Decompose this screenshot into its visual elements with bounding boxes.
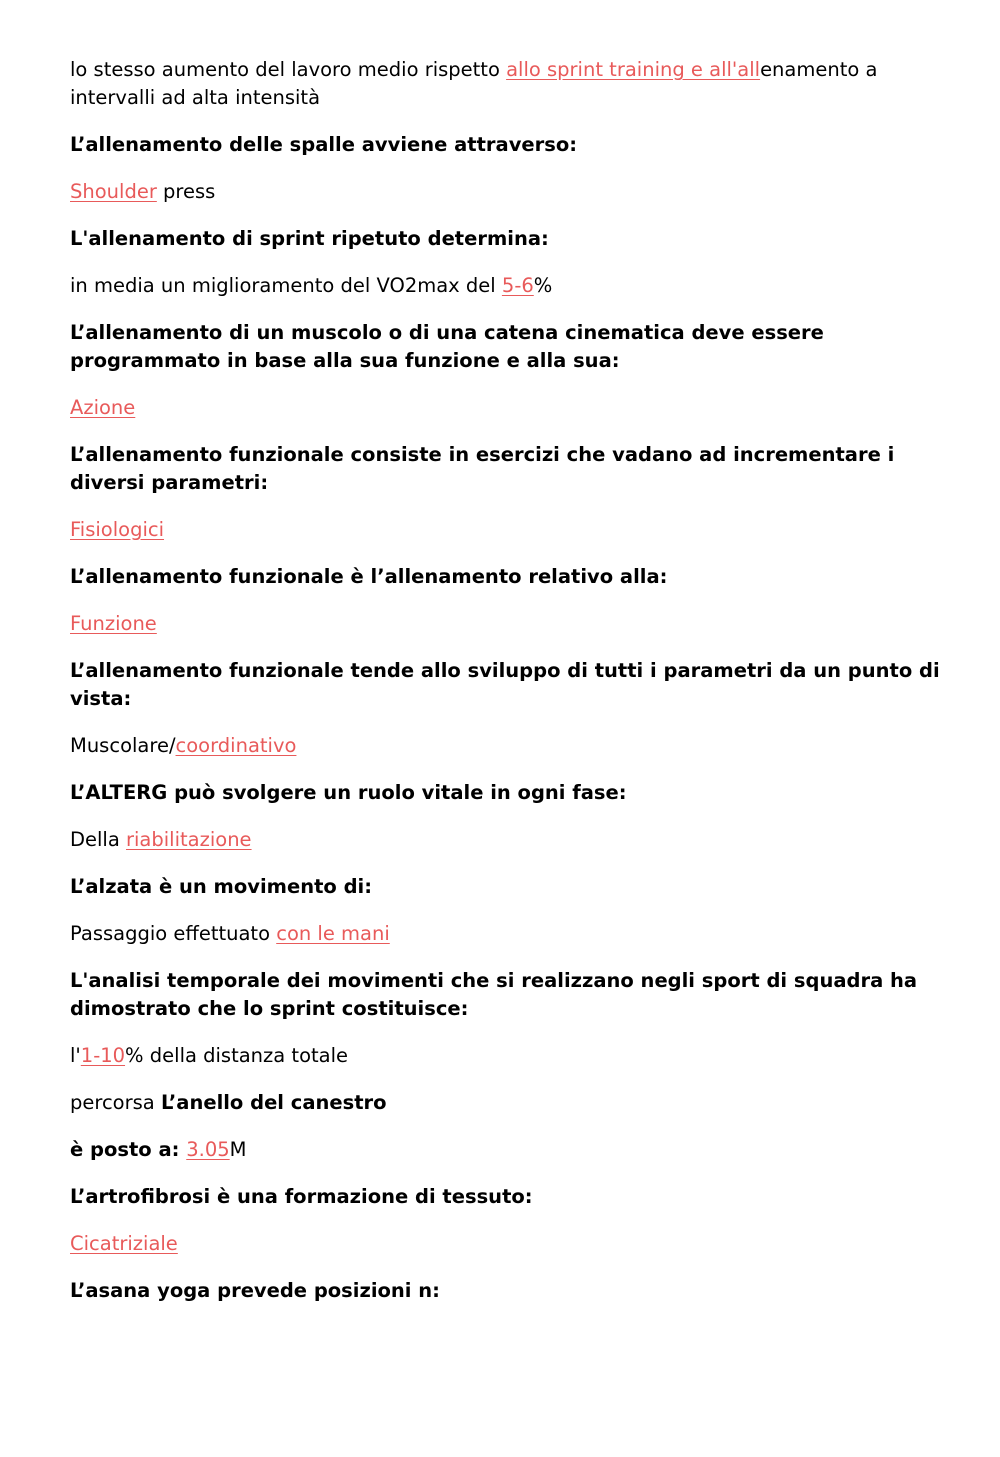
text-run: L’anello del canestro bbox=[160, 1091, 387, 1114]
answer-text bbox=[70, 610, 940, 638]
question-text bbox=[70, 441, 940, 497]
highlighted-answer: con le mani bbox=[276, 922, 390, 945]
text-run: in media un miglioramento del VO2max del bbox=[70, 274, 502, 297]
text-run: Muscolare/ bbox=[70, 734, 176, 757]
answer-text bbox=[70, 178, 940, 206]
text-run: L'allenamento di sprint ripetuto determina: bbox=[70, 227, 549, 250]
answer-text bbox=[70, 1230, 940, 1258]
text-run: l' bbox=[70, 1044, 81, 1067]
text-run: L’asana yoga prevede posizioni n: bbox=[70, 1279, 440, 1302]
question-text bbox=[70, 131, 940, 159]
text-run: press bbox=[156, 180, 216, 203]
answer-text bbox=[70, 1089, 940, 1117]
highlighted-answer: Azione bbox=[70, 396, 136, 419]
text-run: L’allenamento delle spalle avviene attraverso: bbox=[70, 133, 578, 156]
highlighted-answer: Funzione bbox=[70, 612, 157, 635]
answer-text bbox=[70, 1042, 940, 1070]
text-run: L’alzata è un movimento di: bbox=[70, 875, 373, 898]
highlighted-answer: Cicatriziale bbox=[70, 1232, 178, 1255]
answer-text bbox=[70, 394, 940, 422]
text-run: L’ALTERG può svolgere un ruolo vitale in ogni fase: bbox=[70, 781, 627, 804]
highlighted-answer: allo sprint training e all'all bbox=[506, 58, 761, 81]
question-text bbox=[70, 563, 940, 591]
text-run: % bbox=[533, 274, 553, 297]
text-run: Passaggio effettuato bbox=[70, 922, 277, 945]
answer-text bbox=[70, 56, 940, 112]
answer-text bbox=[70, 732, 940, 760]
text-run: L’allenamento di un muscolo o di una catena cinematica deve essere programmato in base alla sua funzione e alla sua: bbox=[70, 321, 824, 372]
document-page bbox=[70, 56, 940, 1305]
highlighted-answer: coordinativo bbox=[175, 734, 297, 757]
question-text bbox=[70, 225, 940, 253]
answer-text bbox=[70, 826, 940, 854]
highlighted-answer: 3.05 bbox=[186, 1138, 230, 1161]
highlighted-answer: 5-6 bbox=[501, 274, 534, 297]
text-run: L'analisi temporale dei movimenti che si realizzano negli sport di squadra ha dimostrato che lo sprint costituisce: bbox=[70, 969, 918, 1020]
highlighted-answer: Fisiologici bbox=[70, 518, 165, 541]
highlighted-answer: riabilitazione bbox=[126, 828, 252, 851]
question-text bbox=[70, 967, 940, 1023]
question-text bbox=[70, 1277, 940, 1305]
text-run: L’allenamento funzionale tende allo sviluppo di tutti i parametri da un punto di vista: bbox=[70, 659, 940, 710]
text-run: è posto a: bbox=[70, 1138, 187, 1161]
text-run: percorsa bbox=[70, 1091, 161, 1114]
answer-text bbox=[70, 920, 940, 948]
answer-text bbox=[70, 272, 940, 300]
text-run: % della distanza totale bbox=[125, 1044, 349, 1067]
question-text bbox=[70, 779, 940, 807]
text-run: lo stesso aumento del lavoro medio rispetto bbox=[70, 58, 507, 81]
text-run: M bbox=[229, 1138, 247, 1161]
question-text bbox=[70, 873, 940, 901]
question-text bbox=[70, 319, 940, 375]
text-run: Della bbox=[70, 828, 126, 851]
highlighted-answer: Shoulder bbox=[70, 180, 157, 203]
text-run: L’allenamento funzionale è l’allenamento relativo alla: bbox=[70, 565, 668, 588]
answer-text bbox=[70, 516, 940, 544]
highlighted-answer: 1-10 bbox=[80, 1044, 126, 1067]
answer-text bbox=[70, 1136, 940, 1164]
text-run: L’artrofibrosi è una formazione di tessuto: bbox=[70, 1185, 533, 1208]
question-text bbox=[70, 1183, 940, 1211]
question-text bbox=[70, 657, 940, 713]
text-run: L’allenamento funzionale consiste in esercizi che vadano ad incrementare i diversi parametri: bbox=[70, 443, 895, 494]
text-run: enamento a intervalli ad alta intensità bbox=[70, 58, 878, 109]
